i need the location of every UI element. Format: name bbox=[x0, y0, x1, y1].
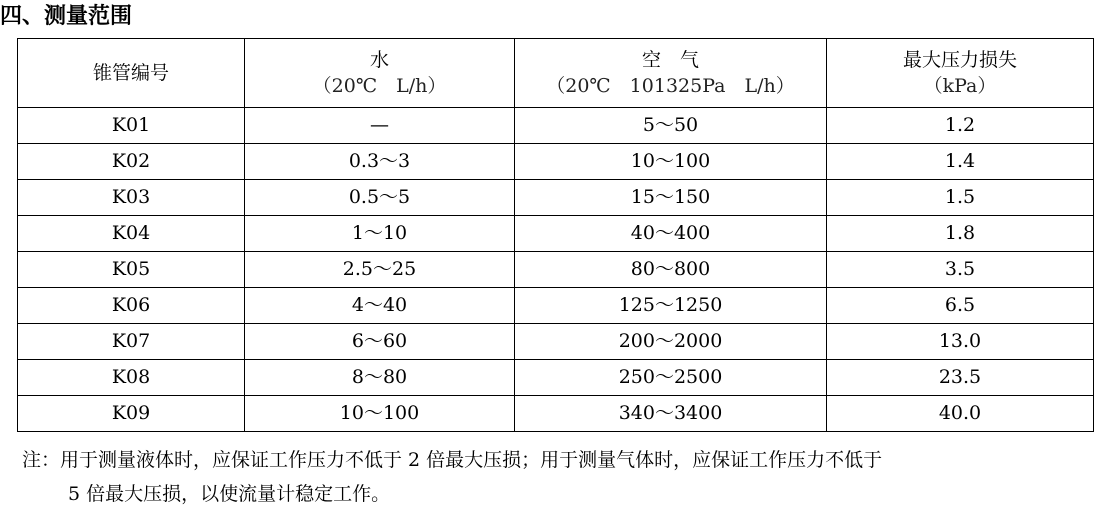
header-air bbox=[515, 39, 827, 108]
table-row bbox=[18, 216, 1094, 252]
cell-cone-number: K02 bbox=[18, 144, 245, 180]
table-row bbox=[18, 108, 1094, 144]
header-unit: （20℃ L/h） bbox=[312, 75, 447, 97]
header-unit: （20℃ 101325Pa L/h） bbox=[546, 75, 795, 97]
cell-water-range: 10～100 bbox=[245, 396, 515, 432]
header-label: 空 气 bbox=[641, 49, 699, 71]
header-max-pressure-loss bbox=[827, 39, 1094, 108]
table-row bbox=[18, 288, 1094, 324]
cell-water-range: 0.5～5 bbox=[245, 180, 515, 216]
header-unit: （kPa） bbox=[923, 75, 997, 97]
cell-air-range: 10～100 bbox=[515, 144, 827, 180]
cell-pressure-loss: 13.0 bbox=[827, 324, 1094, 360]
cell-pressure-loss: 1.2 bbox=[827, 108, 1094, 144]
table-row bbox=[18, 324, 1094, 360]
table-row bbox=[18, 180, 1094, 216]
cell-cone-number: K06 bbox=[18, 288, 245, 324]
header-label: 锥管编号 bbox=[92, 62, 169, 84]
cell-air-range: 250～2500 bbox=[515, 360, 827, 396]
footnote bbox=[22, 443, 1112, 511]
footnote-line-2: 5 倍最大压损，以使流量计稳定工作。 bbox=[68, 483, 391, 505]
cell-pressure-loss: 40.0 bbox=[827, 396, 1094, 432]
cell-air-range: 15～150 bbox=[515, 180, 827, 216]
header-label: 水 bbox=[369, 49, 389, 71]
cell-water-range: 4～40 bbox=[245, 288, 515, 324]
cell-cone-number: K04 bbox=[18, 216, 245, 252]
cell-pressure-loss: 1.8 bbox=[827, 216, 1094, 252]
cell-air-range: 200～2000 bbox=[515, 324, 827, 360]
measurement-range-table bbox=[17, 38, 1094, 432]
table-header-row bbox=[18, 39, 1094, 108]
header-cone-tube-number bbox=[18, 39, 245, 108]
cell-pressure-loss: 1.5 bbox=[827, 180, 1094, 216]
cell-air-range: 340～3400 bbox=[515, 396, 827, 432]
table-row bbox=[18, 360, 1094, 396]
cell-cone-number: K01 bbox=[18, 108, 245, 144]
cell-air-range: 80～800 bbox=[515, 252, 827, 288]
cell-water-range: 8～80 bbox=[245, 360, 515, 396]
cell-air-range: 40～400 bbox=[515, 216, 827, 252]
cell-pressure-loss: 6.5 bbox=[827, 288, 1094, 324]
cell-pressure-loss: 23.5 bbox=[827, 360, 1094, 396]
cell-water-range: 2.5～25 bbox=[245, 252, 515, 288]
header-label: 最大压力损失 bbox=[902, 49, 1017, 71]
cell-water-range: — bbox=[245, 108, 515, 144]
cell-air-range: 125～1250 bbox=[515, 288, 827, 324]
section-title: 四、测量范围 bbox=[0, 4, 133, 29]
table-row bbox=[18, 144, 1094, 180]
header-water bbox=[245, 39, 515, 108]
cell-cone-number: K05 bbox=[18, 252, 245, 288]
footnote-line-1: 注：用于测量液体时，应保证工作压力不低于 2 倍最大压损；用于测量气体时，应保证工作压力不低于 bbox=[22, 449, 883, 471]
cell-air-range: 5～50 bbox=[515, 108, 827, 144]
cell-pressure-loss: 1.4 bbox=[827, 144, 1094, 180]
cell-cone-number: K07 bbox=[18, 324, 245, 360]
cell-water-range: 6～60 bbox=[245, 324, 515, 360]
cell-cone-number: K09 bbox=[18, 396, 245, 432]
table-row bbox=[18, 252, 1094, 288]
cell-water-range: 1～10 bbox=[245, 216, 515, 252]
cell-cone-number: K03 bbox=[18, 180, 245, 216]
cell-pressure-loss: 3.5 bbox=[827, 252, 1094, 288]
cell-water-range: 0.3～3 bbox=[245, 144, 515, 180]
cell-cone-number: K08 bbox=[18, 360, 245, 396]
table-row bbox=[18, 396, 1094, 432]
